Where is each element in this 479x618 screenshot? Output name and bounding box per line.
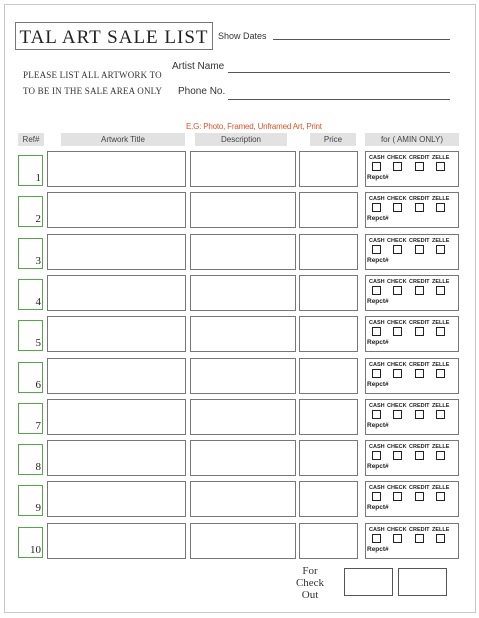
receipt-label: Repct# — [367, 463, 389, 470]
artwork-title-cell[interactable] — [47, 481, 186, 517]
zelle-checkbox[interactable] — [436, 369, 445, 378]
price-header: Price — [310, 133, 356, 146]
zelle-label: ZELLE — [432, 444, 450, 450]
receipt-label: Repct# — [367, 257, 389, 264]
price-cell[interactable] — [299, 523, 358, 559]
zelle-label: ZELLE — [432, 155, 450, 161]
ref-box — [18, 485, 43, 516]
receipt-label: Repct# — [367, 381, 389, 388]
cash-checkbox[interactable] — [372, 534, 381, 543]
form-title: TAL ART SALE LIST — [19, 27, 209, 48]
receipt-label: Repct# — [367, 504, 389, 511]
price-cell[interactable] — [299, 192, 358, 228]
artwork-title-cell[interactable] — [47, 192, 186, 228]
check-checkbox[interactable] — [393, 162, 402, 171]
ref-number: 1 — [35, 172, 41, 184]
instruction-line-1: PLEASE LIST ALL ARTWORK TO — [23, 70, 162, 80]
price-cell[interactable] — [299, 316, 358, 352]
credit-label: CREDIT — [409, 444, 430, 450]
artwork-title-cell[interactable] — [47, 523, 186, 559]
check-checkbox[interactable] — [393, 245, 402, 254]
ref-box — [18, 527, 43, 558]
ref-box — [18, 155, 43, 186]
table-row — [0, 523, 479, 559]
check-label: CHECK — [387, 155, 407, 161]
price-cell[interactable] — [299, 234, 358, 270]
check-label: CHECK — [387, 485, 407, 491]
ref-box — [18, 362, 43, 393]
description-cell[interactable] — [190, 316, 296, 352]
check-checkbox[interactable] — [393, 534, 402, 543]
admin-payment-cell — [365, 481, 459, 517]
cash-checkbox[interactable] — [372, 245, 381, 254]
zelle-checkbox[interactable] — [436, 492, 445, 501]
price-cell[interactable] — [299, 275, 358, 311]
check-label: CHECK — [387, 196, 407, 202]
zelle-label: ZELLE — [432, 320, 450, 326]
cash-checkbox[interactable] — [372, 203, 381, 212]
title-box — [15, 22, 213, 50]
zelle-checkbox[interactable] — [436, 286, 445, 295]
check-label: CHECK — [387, 527, 407, 533]
artwork-title-cell[interactable] — [47, 316, 186, 352]
admin-payment-cell — [365, 358, 459, 394]
cash-label: CASH — [369, 196, 385, 202]
admin-payment-cell — [365, 316, 459, 352]
credit-label: CREDIT — [409, 362, 430, 368]
cash-checkbox[interactable] — [372, 492, 381, 501]
table-row — [0, 399, 479, 435]
admin-payment-cell — [365, 275, 459, 311]
artwork-title-header: Artwork Title — [61, 133, 185, 146]
phone-field[interactable] — [228, 99, 450, 100]
admin-payment-cell — [365, 151, 459, 187]
table-row — [0, 192, 479, 228]
zelle-label: ZELLE — [432, 238, 450, 244]
artist-name-field[interactable] — [228, 72, 450, 73]
zelle-label: ZELLE — [432, 485, 450, 491]
cash-checkbox[interactable] — [372, 286, 381, 295]
price-cell[interactable] — [299, 481, 358, 517]
zelle-checkbox[interactable] — [436, 162, 445, 171]
receipt-label: Repct# — [367, 422, 389, 429]
description-cell[interactable] — [190, 192, 296, 228]
zelle-label: ZELLE — [432, 196, 450, 202]
description-cell[interactable] — [190, 234, 296, 270]
check-label: CHECK — [387, 238, 407, 244]
admin-payment-cell — [365, 523, 459, 559]
ref-number: 10 — [30, 544, 41, 556]
check-checkbox[interactable] — [393, 451, 402, 460]
checkout-label — [290, 565, 330, 601]
credit-checkbox[interactable] — [415, 369, 424, 378]
admin-payment-cell — [365, 440, 459, 476]
zelle-checkbox[interactable] — [436, 534, 445, 543]
ref-number: 6 — [35, 379, 41, 391]
description-cell[interactable] — [190, 275, 296, 311]
artwork-title-cell[interactable] — [47, 151, 186, 187]
zelle-label: ZELLE — [432, 527, 450, 533]
credit-checkbox[interactable] — [415, 410, 424, 419]
check-checkbox[interactable] — [393, 410, 402, 419]
cash-label: CASH — [369, 155, 385, 161]
credit-checkbox[interactable] — [415, 286, 424, 295]
ref-number: 9 — [35, 502, 41, 514]
credit-label: CREDIT — [409, 485, 430, 491]
ref-box — [18, 279, 43, 310]
ref-box — [18, 320, 43, 351]
ref-number: 7 — [35, 420, 41, 432]
check-checkbox[interactable] — [393, 492, 402, 501]
table-row — [0, 440, 479, 476]
price-cell[interactable] — [299, 399, 358, 435]
table-row — [0, 481, 479, 517]
cash-label: CASH — [369, 485, 385, 491]
receipt-label: Repct# — [367, 339, 389, 346]
table-row — [0, 151, 479, 187]
cash-label: CASH — [369, 238, 385, 244]
admin-payment-cell — [365, 192, 459, 228]
description-cell[interactable] — [190, 523, 296, 559]
checkout-box-2[interactable] — [398, 568, 447, 596]
show-dates-label: Show Dates — [218, 31, 267, 41]
admin-payment-cell — [365, 399, 459, 435]
receipt-label: Repct# — [367, 546, 389, 553]
check-label: CHECK — [387, 362, 407, 368]
credit-label: CREDIT — [409, 155, 430, 161]
show-dates-field[interactable] — [273, 39, 450, 40]
check-checkbox[interactable] — [393, 327, 402, 336]
credit-checkbox[interactable] — [415, 534, 424, 543]
check-checkbox[interactable] — [393, 286, 402, 295]
credit-checkbox[interactable] — [415, 327, 424, 336]
checkout-label-line-2: Check — [295, 577, 325, 589]
description-cell[interactable] — [190, 481, 296, 517]
credit-label: CREDIT — [409, 403, 430, 409]
cash-label: CASH — [369, 527, 385, 533]
check-checkbox[interactable] — [393, 369, 402, 378]
zelle-checkbox[interactable] — [436, 327, 445, 336]
check-label: CHECK — [387, 444, 407, 450]
check-label: CHECK — [387, 403, 407, 409]
cash-checkbox[interactable] — [372, 162, 381, 171]
example-note: E.G: Photo, Framed, Unframed Art, Print — [186, 122, 322, 131]
description-cell[interactable] — [190, 399, 296, 435]
artwork-title-cell[interactable] — [47, 440, 186, 476]
ref-box — [18, 444, 43, 475]
cash-label: CASH — [369, 279, 385, 285]
ref-number: 3 — [35, 255, 41, 267]
cash-label: CASH — [369, 320, 385, 326]
price-cell[interactable] — [299, 440, 358, 476]
instruction-line-2: TO BE IN THE SALE AREA ONLY — [23, 86, 163, 96]
cash-label: CASH — [369, 403, 385, 409]
table-row — [0, 358, 479, 394]
ref-box — [18, 403, 43, 434]
credit-checkbox[interactable] — [415, 245, 424, 254]
cash-checkbox[interactable] — [372, 451, 381, 460]
ref-box — [18, 196, 43, 227]
table-row — [0, 275, 479, 311]
cash-label: CASH — [369, 362, 385, 368]
credit-checkbox[interactable] — [415, 451, 424, 460]
artist-name-label: Artist Name — [172, 61, 225, 72]
admin-payment-cell — [365, 234, 459, 270]
zelle-checkbox[interactable] — [436, 203, 445, 212]
price-cell[interactable] — [299, 151, 358, 187]
table-row — [0, 234, 479, 270]
zelle-checkbox[interactable] — [436, 410, 445, 419]
ref-number: 4 — [35, 296, 41, 308]
checkout-label-line-3: Out — [301, 589, 319, 601]
zelle-checkbox[interactable] — [436, 245, 445, 254]
ref-box — [18, 238, 43, 269]
receipt-label: Repct# — [367, 298, 389, 305]
artwork-title-cell[interactable] — [47, 358, 186, 394]
admin-only-header: for ( AMIN ONLY) — [365, 133, 459, 146]
check-label: CHECK — [387, 320, 407, 326]
receipt-label: Repct# — [367, 174, 389, 181]
credit-checkbox[interactable] — [415, 162, 424, 171]
zelle-label: ZELLE — [432, 403, 450, 409]
zelle-label: ZELLE — [432, 362, 450, 368]
description-cell[interactable] — [190, 151, 296, 187]
ref-number: 2 — [35, 213, 41, 225]
checkout-label-line-1: For — [302, 565, 318, 577]
description-cell[interactable] — [190, 440, 296, 476]
credit-label: CREDIT — [409, 527, 430, 533]
artwork-title-cell[interactable] — [47, 234, 186, 270]
credit-label: CREDIT — [409, 279, 430, 285]
receipt-label: Repct# — [367, 215, 389, 222]
cash-checkbox[interactable] — [372, 369, 381, 378]
artwork-title-cell[interactable] — [47, 275, 186, 311]
zelle-checkbox[interactable] — [436, 451, 445, 460]
ref-header: Ref# — [18, 133, 44, 146]
credit-label: CREDIT — [409, 196, 430, 202]
description-cell[interactable] — [190, 358, 296, 394]
ref-number: 8 — [35, 461, 41, 473]
checkout-box-1[interactable] — [344, 568, 393, 596]
cash-label: CASH — [369, 444, 385, 450]
cash-checkbox[interactable] — [372, 410, 381, 419]
cash-checkbox[interactable] — [372, 327, 381, 336]
credit-label: CREDIT — [409, 238, 430, 244]
description-header: Description — [195, 133, 287, 146]
artwork-title-cell[interactable] — [47, 399, 186, 435]
credit-checkbox[interactable] — [415, 492, 424, 501]
check-checkbox[interactable] — [393, 203, 402, 212]
table-row — [0, 316, 479, 352]
zelle-label: ZELLE — [432, 279, 450, 285]
ref-number: 5 — [35, 337, 41, 349]
phone-label: Phone No. — [178, 86, 226, 97]
check-label: CHECK — [387, 279, 407, 285]
price-cell[interactable] — [299, 358, 358, 394]
credit-label: CREDIT — [409, 320, 430, 326]
credit-checkbox[interactable] — [415, 203, 424, 212]
